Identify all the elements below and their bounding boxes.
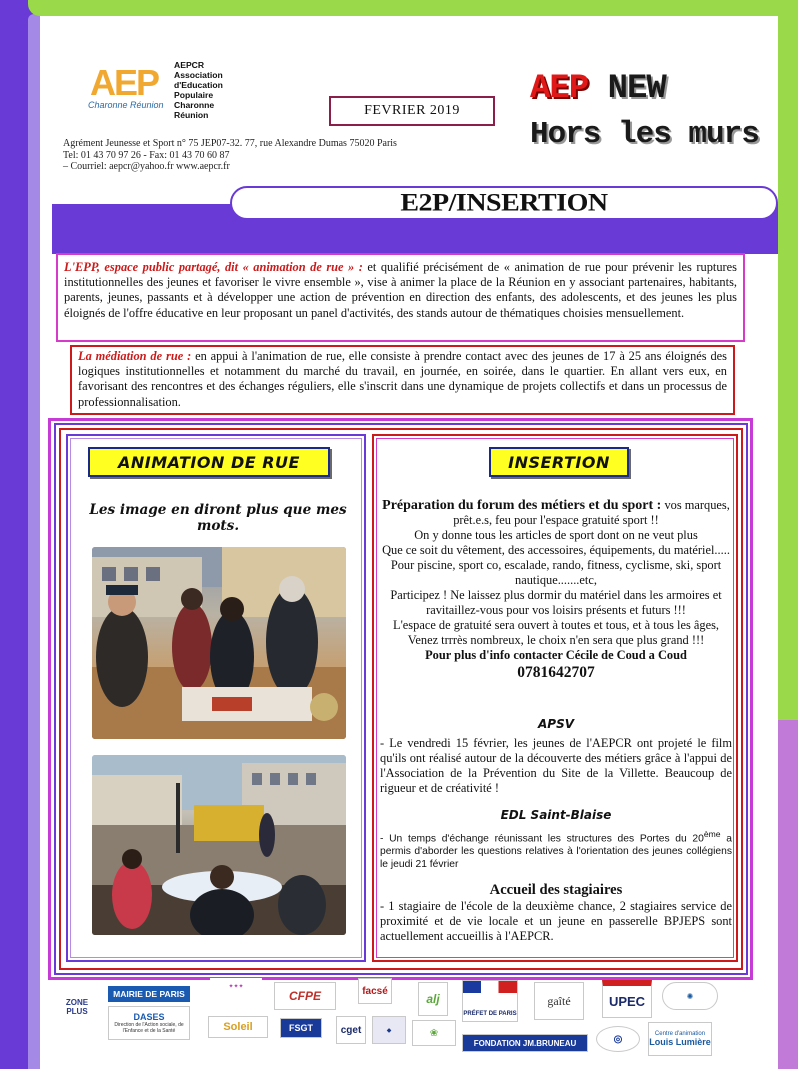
- logo-letters: AEP: [90, 62, 159, 103]
- accueil-heading: Accueil des stagiaires: [489, 882, 623, 898]
- mairie-de-paris-logo: MAIRIE DE PARIS: [108, 986, 190, 1002]
- assoc-line: Populaire: [174, 90, 214, 100]
- louis-lumiere-logo: [648, 1022, 712, 1056]
- edl-text: [380, 828, 732, 871]
- aep-logo: [84, 60, 174, 110]
- edl-heading: EDL Saint-Blaise: [500, 808, 612, 822]
- partner-logo-green: ❀: [412, 1020, 456, 1046]
- dases-sublabel: Direction de l'Action sociale, de l'Enfance et de la Santé: [114, 1022, 184, 1034]
- mediation-lead: La médiation de rue :: [78, 349, 192, 363]
- cget-logo: cget: [336, 1016, 366, 1044]
- assoc-line: Charonne: [174, 100, 215, 110]
- forum-line: Que ce soit du vêtement, des accessoires, équipements, du matériel.....: [382, 543, 730, 557]
- fsgt-logo: FSGT: [280, 1018, 322, 1038]
- edl-text-part: - Un temps d'échange réunissant les structures des Portes du 20: [380, 833, 704, 845]
- logo-caption: Charonne Réunion: [88, 100, 164, 110]
- brand-line-1: [530, 66, 780, 112]
- association-name: [174, 60, 223, 120]
- alj-logo: alj: [418, 982, 448, 1016]
- edl-text-part: a permis d'aborder les questions relatives à l'orientation des jeunes collégiens le jeudi 21 février: [380, 833, 732, 871]
- epp-lead: L'EPP, espace public partagé, dit « animation de rue » :: [64, 260, 363, 274]
- assoc-line: Association: [174, 70, 223, 80]
- fondation-bruneau-logo: FONDATION JM.BRUNEAU: [462, 1034, 588, 1052]
- louis-lumiere-prefix: Centre d'animation: [654, 1031, 706, 1037]
- mediation-text: en appui à l'animation de rue, elle consiste à prendre contact avec des jeunes de 17 à 25 ans éloignés des logiques institutionnelles et notamment du marché du travail, en journée, en soirée, dans le quartier. En allant vers eux, en favorisant des rencontres et des échanges réguliers, elle s'inscrit dans une dynamique de projets collectifs et dans un processus de professionnalisation.: [78, 349, 727, 409]
- photo-caption: Les image en diront plus que mes mots.: [89, 502, 347, 534]
- title-pill: [230, 186, 778, 220]
- upec-logo: UPEC: [602, 980, 652, 1018]
- street-workshop-photo: [92, 547, 346, 739]
- epp-text: et qualifié précisément de « animation de rue pour prévenir les ruptures institutionnelles des jeunes et favoriser le vivre ensemble », vise à animer la place de la Réunion en y associant partenaires, habitants, parents, jeunes, passants et à développer une action de prévention en direction des enfants, des adolescents, et des jeunes les plus éloignés de l'offre éducative en leur proposant un panel d'activités, des stands autour de thématiques choisies mensuellement.: [64, 260, 737, 320]
- assoc-line: d'Education: [174, 80, 223, 90]
- forum-line: Participez ! Ne laissez plus dormir du matériel dans les armoires et ravitaillez-vous pour vos loisirs présents et futurs !!!: [390, 588, 722, 617]
- forum-line: Venez trrrès nombreux, le choix n'en sera que plus grand !!!: [407, 633, 705, 647]
- brand-aep: AEP: [530, 70, 589, 108]
- dases-label: DASES: [133, 1012, 165, 1022]
- frame-top-band: [28, 0, 798, 16]
- partner-logo-round: ◎: [596, 1026, 640, 1052]
- cfpe-logo: CFPE: [274, 982, 336, 1010]
- frame-left-inner-band: [28, 14, 40, 1069]
- contact-block: [63, 138, 397, 173]
- forum-line: Pour piscine, sport co, escalade, rando, fitness, cyclisme, ski, sport nautique.......etc,: [390, 558, 722, 587]
- partner-logo-small: ✦✦✦: [210, 978, 262, 994]
- mediation-paragraph: [70, 345, 735, 415]
- partner-logos: [58, 978, 780, 1069]
- contact-line: Agrément Jeunesse et Sport n° 75 JEP07-32. 77, rue Alexandre Dumas 75020 Paris: [63, 138, 397, 149]
- facse-logo: facsé: [358, 978, 392, 1004]
- issue-date: FEVRIER 2019: [329, 96, 495, 126]
- square-activity-photo: [92, 755, 346, 935]
- epp-paragraph: [56, 253, 745, 342]
- assoc-line: AEPCR: [174, 60, 205, 70]
- page-title: E2P/INSERTION: [400, 188, 608, 217]
- louis-lumiere-label: Louis Lumière: [649, 1037, 711, 1047]
- forum-block: [380, 498, 732, 682]
- edl-superscript: ème: [703, 829, 721, 839]
- insertion-tag: INSERTION: [489, 447, 629, 477]
- brand-new: NEW: [588, 70, 666, 108]
- forum-intro: [380, 498, 732, 528]
- forum-contact: Pour plus d'info contacter Cécile de Coud a Coud: [425, 648, 687, 662]
- partner-logo-blue: ◆: [372, 1016, 406, 1044]
- apsv-heading: APSV: [537, 717, 574, 731]
- dases-logo: [108, 1006, 190, 1040]
- accueil-text: - 1 stagiaire de l'école de la deuxième chance, 2 stagiaires service de proximité et de vie locale et un jeune en passerelle BPJEPS sont actuellement accueillis à l'AEPCR.: [380, 899, 732, 943]
- brand-line-2: Hors les murs: [530, 117, 759, 152]
- partner-logo-oval: ✺: [662, 982, 718, 1010]
- forum-line: L'espace de gratuité sera ouvert à toutes et tous, et à tous les âges,: [393, 618, 719, 632]
- soleil-logo: Soleil: [208, 1016, 268, 1038]
- forum-title: Préparation du forum des métiers et du sport :: [382, 498, 662, 513]
- forum-phone: 0781642707: [517, 664, 595, 681]
- newsletter-brand: [530, 66, 780, 158]
- animation-de-rue-tag: ANIMATION DE RUE: [88, 447, 330, 477]
- contact-line: Tel: 01 43 70 97 26 - Fax: 01 43 70 60 87: [63, 149, 230, 161]
- forum-line: vos marques, prêt.e.s, feu pour l'espace gratuité sport !!: [453, 498, 730, 527]
- zone-plus-logo: ZONE PLUS: [62, 984, 92, 1030]
- gaite-logo: gaîté: [534, 982, 584, 1020]
- assoc-line: Réunion: [174, 110, 209, 120]
- contact-line: – Courriel: aepcr@yahoo.fr www.aepcr.fr: [63, 161, 230, 172]
- forum-line: On y donne tous les articles de sport dont on ne veut plus: [414, 528, 698, 542]
- apsv-text: - Le vendredi 15 février, les jeunes de l'AEPCR ont projeté le film qu'ils ont réalisé autour de la découverte des métiers grâce à l'appui de l'Association de la Prévention du Site de la Villette. Beaucoup de rigueur et de créativité !: [380, 736, 732, 795]
- prefet-de-paris-logo: PRÉFET DE PARIS: [462, 980, 518, 1022]
